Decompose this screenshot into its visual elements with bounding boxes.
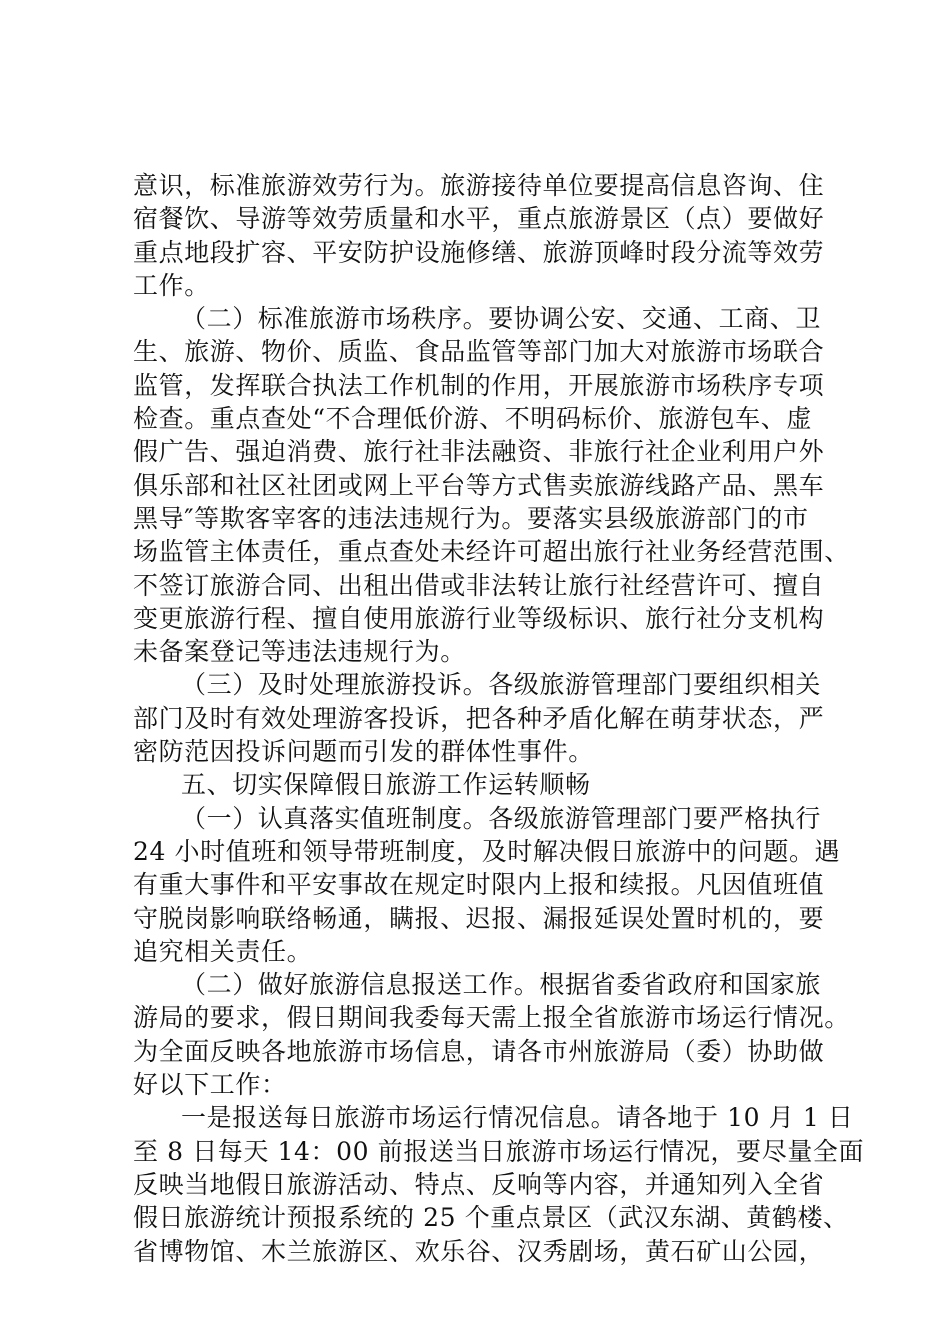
text-line: 密防范因投诉问题而引发的群体性事件。 [133,737,594,767]
text-line: 重点地段扩容、平安防护设施修缮、旅游顶峰时段分流等效劳 [133,237,825,267]
text-line: 黑导″等欺客宰客的违法违规行为。要落实县级旅游部门的市 [133,503,809,533]
text-line: （一）认真落实值班制度。各级旅游管理部门要严格执行 [181,803,822,833]
text-line: （二）做好旅游信息报送工作。根据省委省政府和国家旅 [181,970,822,1000]
text-line: （三）及时处理旅游投诉。各级旅游管理部门要组织相关 [181,670,822,700]
text-line: 监管，发挥联合执法工作机制的作用，开展旅游市场秩序专项 [133,370,825,400]
text-line: 至 8 日每天 14：00 前报送当日旅游市场运行情况，要尽量全面 [133,1136,865,1166]
text-line: 场监管主体责任，重点查处未经许可超出旅行社业务经营范围、 [133,537,850,567]
text-line: 部门及时有效处理游客投诉，把各种矛盾化解在萌芽状态，严 [133,703,825,733]
text-line: 生、旅游、物价、质监、食品监管等部门加大对旅游市场联合 [133,337,825,367]
text-line: 省博物馆、木兰旅游区、欢乐谷、汉秀剧场，黄石矿山公园， [133,1236,825,1266]
text-line: 宿餐饮、导游等效劳质量和水平，重点旅游景区（点）要做好 [133,204,825,234]
text-line: 为全面反映各地旅游市场信息，请各市州旅游局（委）协助做 [133,1036,825,1066]
text-line: 游局的要求，假日期间我委每天需上报全省旅游市场运行情况。 [133,1003,850,1033]
text-line: 变更旅游行程、擅自使用旅游行业等级标识、旅行社分支机构 [133,603,825,633]
text-line: 俱乐部和社区社团或网上平台等方式售卖旅游线路产品、黑车 [133,470,825,500]
text-line: 五、切实保障假日旅游工作运转顺畅 [181,770,591,800]
text-line: 不签订旅游合同、出租出借或非法转让旅行社经营许可、擅自 [133,570,825,600]
text-line: 假广告、强迫消费、旅行社非法融资、非旅行社企业利用户外 [133,437,825,467]
text-line: 追究相关责任。 [133,936,313,966]
text-line: 反映当地假日旅游活动、特点、反响等内容，并通知列入全省 [133,1169,825,1199]
text-line: 意识，标准旅游效劳行为。旅游接待单位要提高信息咨询、住 [133,171,825,200]
document-body [133,169,865,1268]
text-line: 工作。 [133,270,210,300]
text-line: 一是报送每日旅游市场运行情况信息。请各地于 10 月 1 日 [181,1103,854,1133]
text-line: 有重大事件和平安事故在规定时限内上报和续报。凡因值班值 [133,870,825,900]
text-line: （二）标准旅游市场秩序。要协调公安、交通、工商、卫 [181,304,822,334]
text-line: 检查。重点查处“不合理低价游、不明码标价、旅游包车、虚 [133,404,812,434]
text-line: 24 小时值班和领导带班制度，及时解决假日旅游中的问题。遇 [133,836,841,866]
text-line: 守脱岗影响联络畅通，瞒报、迟报、漏报延误处置时机的，要 [133,903,825,933]
text-line: 未备案登记等违法违规行为。 [133,637,466,667]
text-line: 假日旅游统计预报系统的 25 个重点景区（武汉东湖、黄鹤楼、 [133,1203,849,1233]
text-line: 好以下工作： [133,1070,287,1100]
